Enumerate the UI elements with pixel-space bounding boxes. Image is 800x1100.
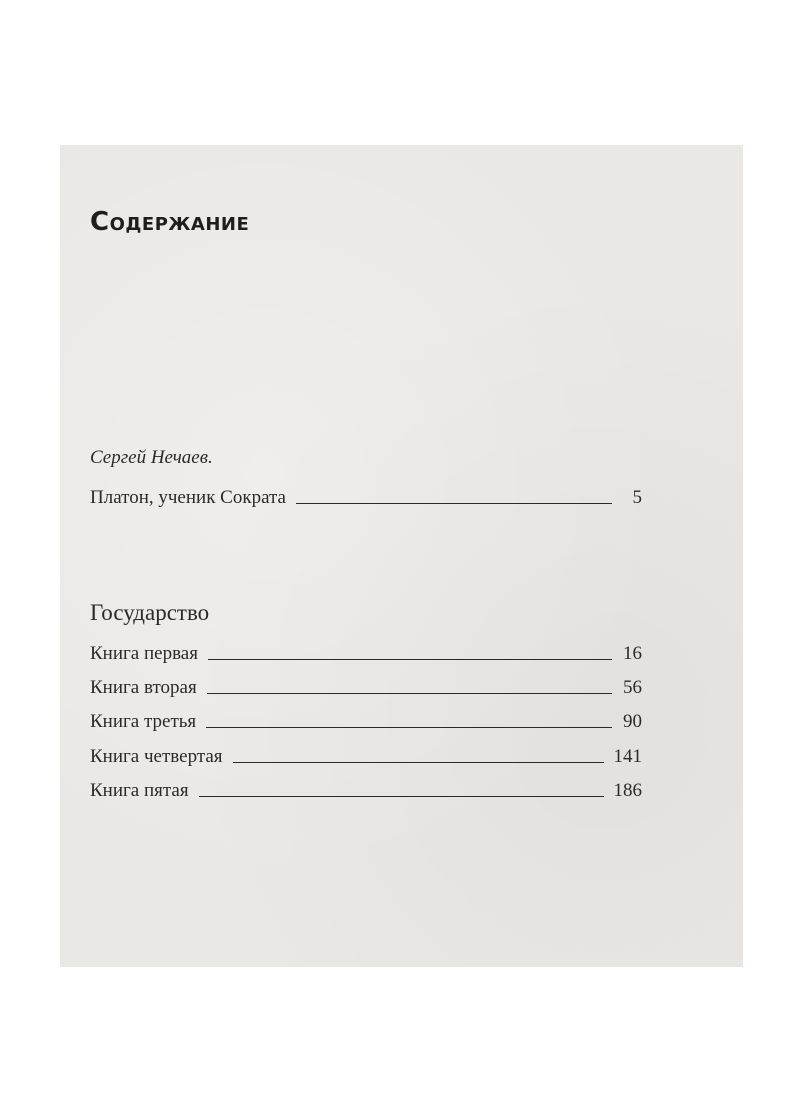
toc-entry-page: 186 bbox=[613, 780, 642, 801]
toc-entry-page: 90 bbox=[623, 711, 642, 732]
toc-entry-page: 141 bbox=[613, 746, 642, 767]
book-page bbox=[60, 145, 743, 967]
toc-entry-title: Платон, ученик Сократа bbox=[90, 487, 286, 508]
toc-entry[interactable] bbox=[90, 639, 642, 665]
page-title: Содержание bbox=[90, 207, 250, 237]
toc-entry[interactable] bbox=[90, 776, 642, 802]
toc-entry-title: Книга пятая bbox=[90, 780, 189, 801]
toc-entry-intro[interactable] bbox=[90, 483, 642, 509]
toc-leader-line bbox=[296, 503, 612, 504]
intro-author: Сергей Нечаев. bbox=[90, 447, 213, 468]
toc-entry-page: 5 bbox=[632, 487, 642, 508]
toc-entry-title: Книга вторая bbox=[90, 677, 197, 698]
toc-leader-line bbox=[199, 796, 604, 797]
toc-entry[interactable] bbox=[90, 673, 642, 699]
toc-entry-page: 16 bbox=[623, 643, 642, 664]
toc-entry-title: Книга четвертая bbox=[90, 746, 223, 767]
toc-entry[interactable] bbox=[90, 742, 642, 768]
toc-entry-page: 56 bbox=[623, 677, 642, 698]
toc-leader-line bbox=[233, 762, 604, 763]
toc-leader-line bbox=[208, 659, 612, 660]
toc-entry-title: Книга первая bbox=[90, 643, 198, 664]
toc-leader-line bbox=[206, 727, 612, 728]
toc-leader-line bbox=[207, 693, 612, 694]
toc-entry[interactable] bbox=[90, 707, 642, 733]
section-title: Государство bbox=[90, 600, 210, 625]
toc-entry-title: Книга третья bbox=[90, 711, 197, 732]
